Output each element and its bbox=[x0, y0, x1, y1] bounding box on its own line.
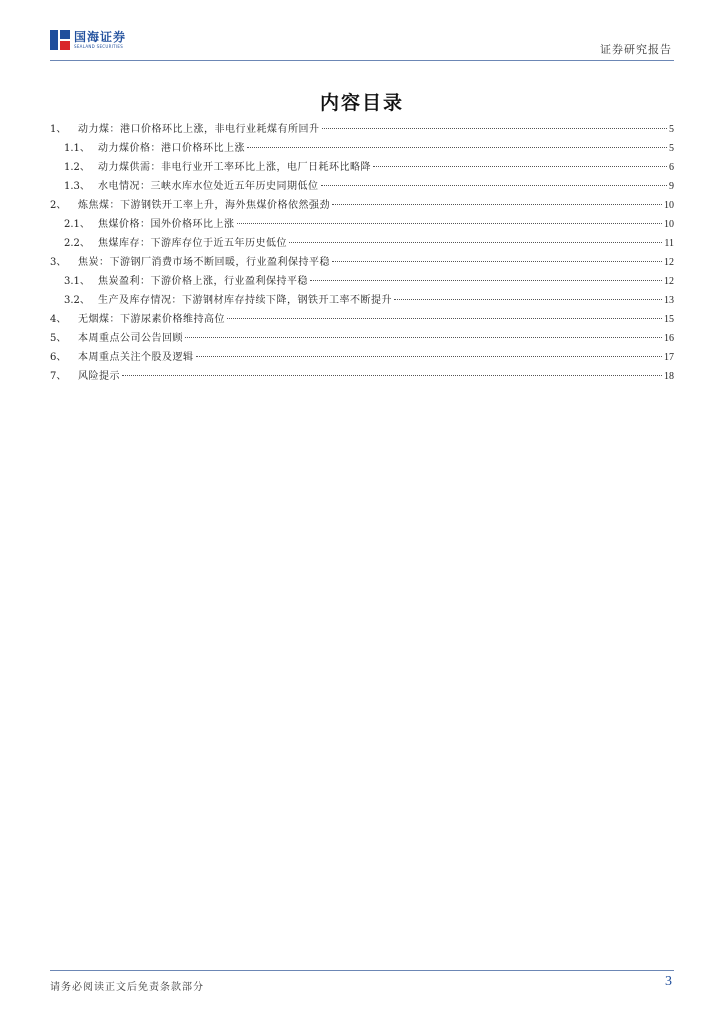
toc-entry-page: 17 bbox=[664, 352, 674, 363]
toc-dot-leader bbox=[310, 280, 662, 281]
toc-entry[interactable] bbox=[50, 177, 674, 196]
toc-entry-number: 4、 bbox=[50, 314, 67, 325]
toc-dot-leader bbox=[394, 299, 662, 300]
toc-entry[interactable] bbox=[50, 367, 674, 386]
toc-entry-page: 18 bbox=[664, 371, 674, 382]
toc-entry-number: 1、 bbox=[50, 124, 67, 135]
toc-entry[interactable] bbox=[50, 120, 674, 139]
toc-entry[interactable] bbox=[50, 348, 674, 367]
toc-entry-page: 10 bbox=[664, 219, 674, 230]
toc-entry-page: 13 bbox=[664, 295, 674, 306]
logo-chinese-name: 国海证券 bbox=[74, 30, 127, 44]
toc-entry-title: 焦炭：下游钢厂消费市场不断回暖，行业盈利保持平稳 bbox=[78, 257, 330, 268]
toc-entry[interactable] bbox=[50, 139, 674, 158]
toc-dot-leader bbox=[227, 318, 662, 319]
toc-entry[interactable] bbox=[50, 234, 674, 253]
page-number: 3 bbox=[665, 974, 672, 989]
toc-entry-page: 12 bbox=[664, 276, 674, 287]
report-type-label: 证券研究报告 bbox=[600, 43, 672, 56]
toc-entry[interactable] bbox=[50, 291, 674, 310]
toc-entry[interactable] bbox=[50, 158, 674, 177]
page-footer bbox=[50, 970, 674, 1001]
toc-entry-number: 2.1、 bbox=[64, 219, 90, 230]
toc-entry-page: 5 bbox=[669, 143, 674, 154]
toc-entry-title: 动力煤：港口价格环比上涨，非电行业耗煤有所回升 bbox=[78, 124, 320, 135]
logo-english-name: SEALAND SECURITIES bbox=[74, 44, 124, 49]
toc-entry[interactable] bbox=[50, 215, 674, 234]
toc-entry-number: 3.1、 bbox=[64, 276, 90, 287]
toc-dot-leader bbox=[196, 356, 663, 357]
toc-dot-leader bbox=[321, 185, 668, 186]
toc-entry-title: 本周重点公司公告回顾 bbox=[78, 333, 183, 344]
toc-entry-number: 6、 bbox=[50, 352, 67, 363]
toc-dot-leader bbox=[332, 204, 662, 205]
toc-entry[interactable] bbox=[50, 253, 674, 272]
toc-entry-title: 炼焦煤：下游钢铁开工率上升，海外焦煤价格依然强劲 bbox=[78, 200, 330, 211]
toc-entry-title: 动力煤价格：港口价格环比上涨 bbox=[98, 143, 245, 154]
disclaimer-note: 请务必阅读正文后免责条款部分 bbox=[50, 982, 204, 993]
toc-entry-page: 10 bbox=[664, 200, 674, 211]
toc-entry-page: 12 bbox=[664, 257, 674, 268]
toc-entry-number: 1.3、 bbox=[64, 181, 90, 192]
toc-entry-title: 动力煤供需：非电行业开工率环比上涨，电厂日耗环比略降 bbox=[98, 162, 371, 173]
toc-entry-number: 1.2、 bbox=[64, 162, 90, 173]
toc-entry-title: 焦炭盈利：下游价格上涨，行业盈利保持平稳 bbox=[98, 276, 308, 287]
toc-entry[interactable] bbox=[50, 310, 674, 329]
toc-dot-leader bbox=[322, 128, 668, 129]
toc-entry-title: 焦煤价格：国外价格环比上涨 bbox=[98, 219, 235, 230]
toc-entry-page: 6 bbox=[669, 162, 674, 173]
toc-entry-number: 3、 bbox=[50, 257, 67, 268]
toc-dot-leader bbox=[237, 223, 663, 224]
toc-entry[interactable] bbox=[50, 272, 674, 291]
toc-entry-number: 1.1、 bbox=[64, 143, 90, 154]
toc-entry-number: 5、 bbox=[50, 333, 67, 344]
toc-entry-title: 风险提示 bbox=[78, 371, 120, 382]
toc-entry-number: 2、 bbox=[50, 200, 67, 211]
toc-entry-page: 11 bbox=[664, 238, 674, 249]
toc-entry-page: 5 bbox=[669, 124, 674, 135]
company-logo bbox=[50, 30, 126, 50]
toc-dot-leader bbox=[185, 337, 662, 338]
toc-entry-number: 3.2、 bbox=[64, 295, 90, 306]
toc-dot-leader bbox=[373, 166, 667, 167]
toc-entry-title: 生产及库存情况：下游钢材库存持续下降，钢铁开工率不断提升 bbox=[98, 295, 392, 306]
toc-entry-title: 焦煤库存：下游库存位于近五年历史低位 bbox=[98, 238, 287, 249]
toc-entry-title: 本周重点关注个股及逻辑 bbox=[78, 352, 194, 363]
toc-dot-leader bbox=[332, 261, 662, 262]
toc-entry[interactable] bbox=[50, 329, 674, 348]
toc-entry[interactable] bbox=[50, 196, 674, 215]
toc-entry-number: 2.2、 bbox=[64, 238, 90, 249]
toc-entry-title: 无烟煤：下游尿素价格维持高位 bbox=[78, 314, 225, 325]
table-of-contents bbox=[50, 120, 674, 386]
page-header bbox=[50, 28, 674, 61]
toc-entry-page: 9 bbox=[669, 181, 674, 192]
toc-entry-page: 16 bbox=[664, 333, 674, 344]
toc-entry-number: 7、 bbox=[50, 371, 67, 382]
toc-entry-title: 水电情况：三峡水库水位处近五年历史同期低位 bbox=[98, 181, 319, 192]
page-title: 内容目录 bbox=[319, 92, 404, 114]
toc-dot-leader bbox=[247, 147, 667, 148]
toc-dot-leader bbox=[289, 242, 662, 243]
toc-dot-leader bbox=[122, 375, 662, 376]
logo-mark-icon bbox=[50, 30, 70, 50]
toc-entry-page: 15 bbox=[664, 314, 674, 325]
